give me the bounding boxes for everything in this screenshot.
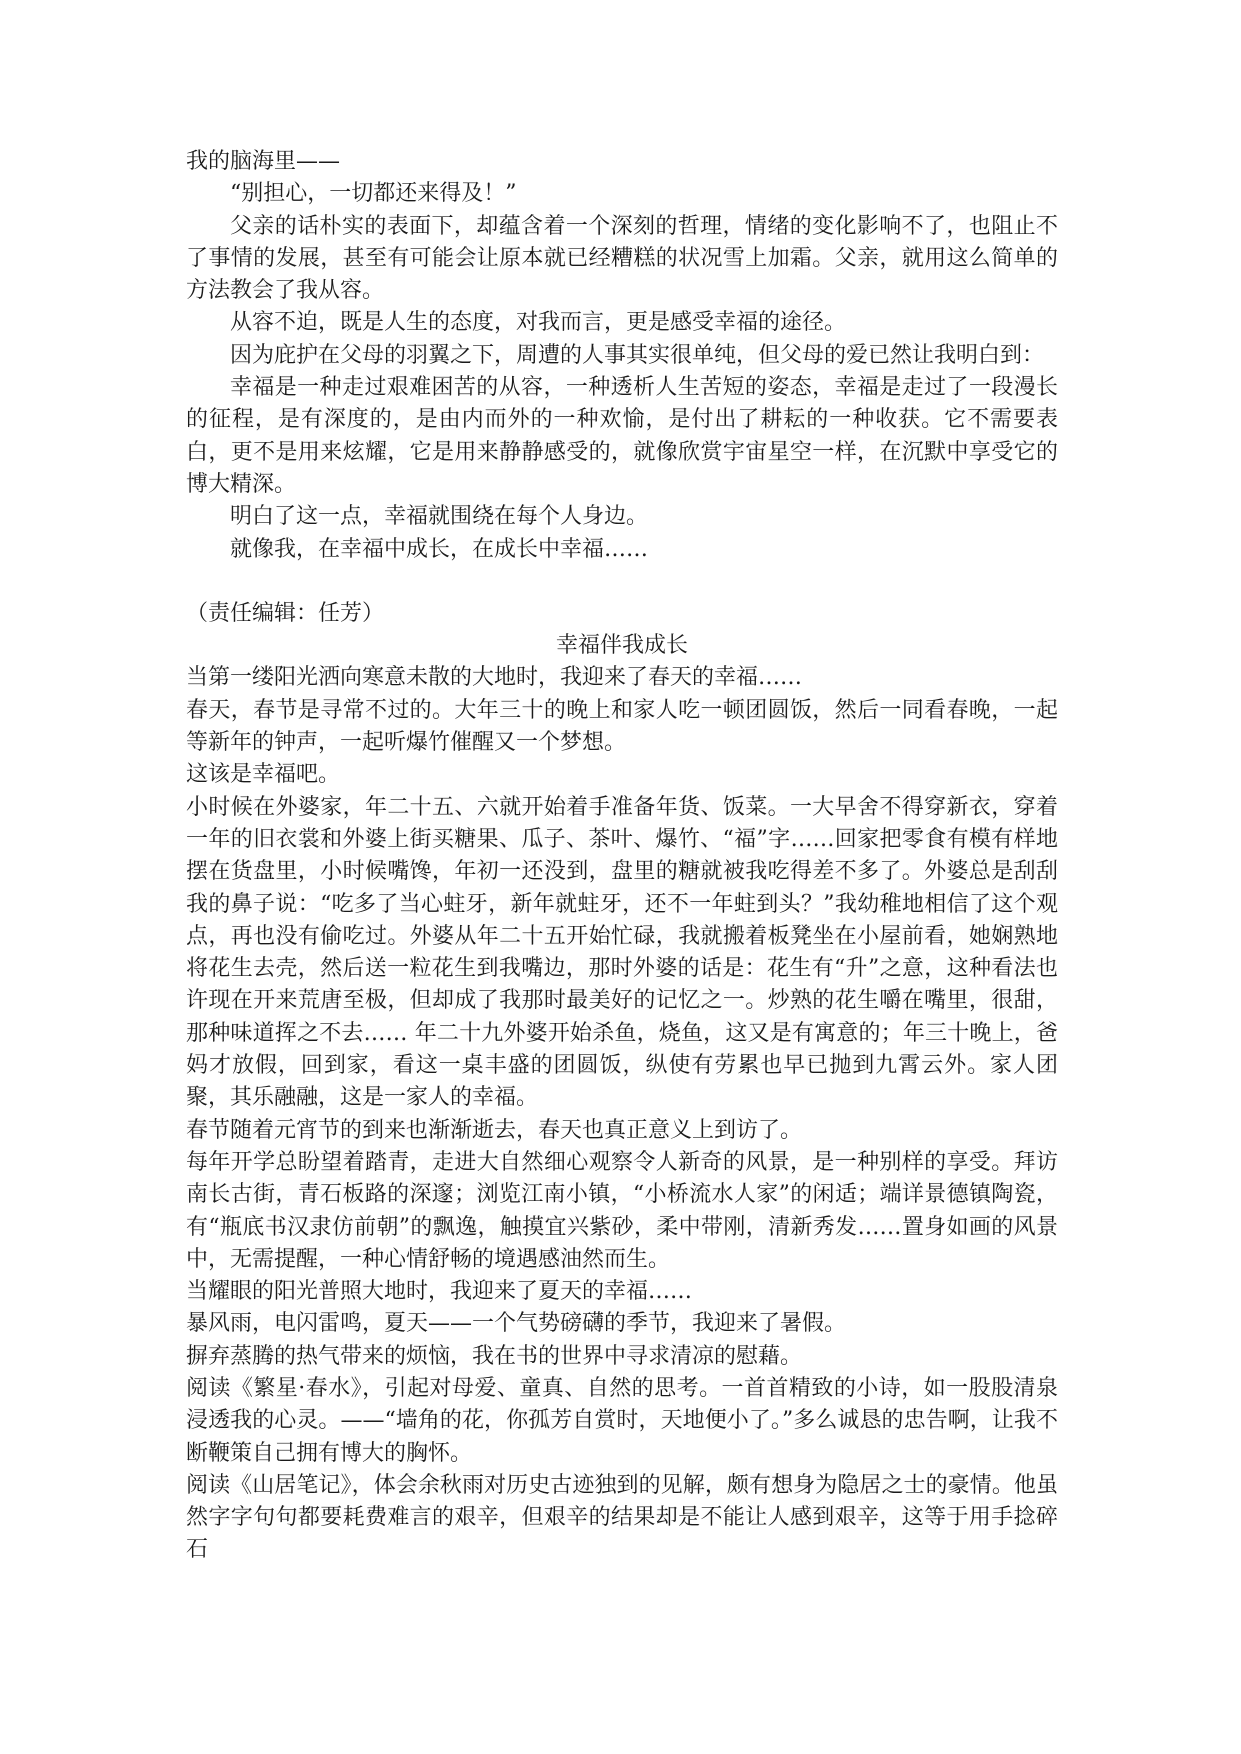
paragraph: 这该是幸福吧。 — [186, 762, 341, 788]
paragraph: “别担心，一切都还来得及！” — [230, 181, 517, 207]
paragraph: 小时候在外婆家，年二十五、六就开始着手准备年货、饭菜。一大早舍不得穿新衣，穿着一年的旧衣裳和外婆上街买糖果、瓜子、茶叶、爆竹、“福”字……回家把零食有模有样地摆在货盘里，小时候嘴馋，年初一还没到，盘里的糖就被我吃得差不多了。外婆总是刮刮我的鼻子说：“吃多了当心蛀牙，新年就蛀牙，还不一年蛀到头？”我幼稚地相信了这个观点，再也没有偷吃过。外婆从年二十五开始忙碌，我就搬着板凳坐在小屋前看，她娴熟地将花生去壳，然后送一粒花生到我嘴边，那时外婆的话是：花生有“升”之意，这种看法也许现在开来荒唐至极，但却成了我那时最美好的记忆之一。炒熟的花生嚼在嘴里，很甜，那种味道挥之不去…… 年二十九外婆开始杀鱼，烧鱼，这又是有寓意的；年三十晚上，爸妈才放假，回到家，看这一桌丰盛的团圆饭，纵使有劳累也早已抛到九霄云外。家人团聚，其乐融融，这是一家人的幸福。 — [186, 794, 1058, 1111]
editor-credit: （责任编辑：任芳） — [186, 600, 385, 626]
paragraph: 当耀眼的阳光普照大地时，我迎来了夏天的幸福…… — [186, 1279, 693, 1305]
paragraph: 春天，春节是寻常不过的。大年三十的晚上和家人吃一顿团圆饭，然后一同看春晚，一起等新年的钟声，一起听爆竹催醒又一个梦想。 — [186, 697, 1058, 756]
paragraph: 我的脑海里—— — [186, 149, 341, 174]
document-page — [186, 146, 1058, 1567]
paragraph: 就像我，在幸福中成长，在成长中幸福…… — [230, 536, 649, 562]
essay-title: 幸福伴我成长 — [555, 633, 688, 659]
paragraph: 从容不迫，既是人生的态度，对我而言，更是感受幸福的途径。 — [230, 310, 847, 336]
paragraph: 明白了这一点，幸福就围绕在每个人身边。 — [230, 504, 649, 530]
paragraph: 暴风雨，电闪雷鸣，夏天——一个气势磅礴的季节，我迎来了暑假。 — [186, 1311, 847, 1337]
essay-section-2 — [186, 630, 1058, 1567]
paragraph: 阅读《山居笔记》，体会余秋雨对历史古迹独到的见解，颇有想身为隐居之士的豪情。他虽然字字句句都要耗费难言的艰辛，但艰辛的结果却是不能让人感到艰辛，这等于用手捻碎石 — [186, 1472, 1058, 1563]
paragraph: 因为庇护在父母的羽翼之下，周遭的人事其实很单纯，但父母的爱已然让我明白到： — [230, 342, 1045, 368]
paragraph: 春节随着元宵节的到来也渐渐逝去，春天也真正意义上到访了。 — [186, 1117, 803, 1143]
paragraph: 父亲的话朴实的表面下，却蕴含着一个深刻的哲理，情绪的变化影响不了，也阻止不了事情的发展，甚至有可能会让原本就已经糟糕的状况雪上加霜。父亲，就用这么简单的方法教会了我从容。 — [186, 213, 1058, 304]
paragraph: 每年开学总盼望着踏青，走进大自然细心观察令人新奇的风景，是一种别样的享受。拜访南长古街，青石板路的深邃；浏览江南小镇，“小桥流水人家”的闲适；端详景德镇陶瓷，有“瓶底书汉隶仿前朝”的飘逸，触摸宜兴紫砂，柔中带刚，清新秀发……置身如画的风景中，无需提醒，一种心情舒畅的境遇感油然而生。 — [186, 1149, 1058, 1272]
paragraph: 幸福是一种走过艰难困苦的从容，一种透析人生苦短的姿态，幸福是走过了一段漫长的征程，是有深度的，是由内而外的一种欢愉，是付出了耕耘的一种收获。它不需要表白，更不是用来炫耀，它是用来静静感受的，就像欣赏宇宙星空一样，在沉默中享受它的博大精深。 — [186, 375, 1058, 497]
paragraph: 阅读《繁星·春水》，引起对母爱、童真、自然的思考。一首首精致的小诗，如一股股清泉浸透我的心灵。——“墙角的花，你孤芳自赏时，天地便小了。”多么诚恳的忠告啊，让我不断鞭策自己拥有博大的胸怀。 — [186, 1375, 1058, 1466]
paragraph: 摒弃蒸腾的热气带来的烦恼，我在书的世界中寻求清凉的慰藉。 — [186, 1343, 803, 1369]
essay-section-1 — [186, 146, 1058, 630]
blank-line — [186, 566, 1058, 598]
paragraph: 当第一缕阳光洒向寒意未散的大地时，我迎来了春天的幸福…… — [186, 665, 803, 691]
